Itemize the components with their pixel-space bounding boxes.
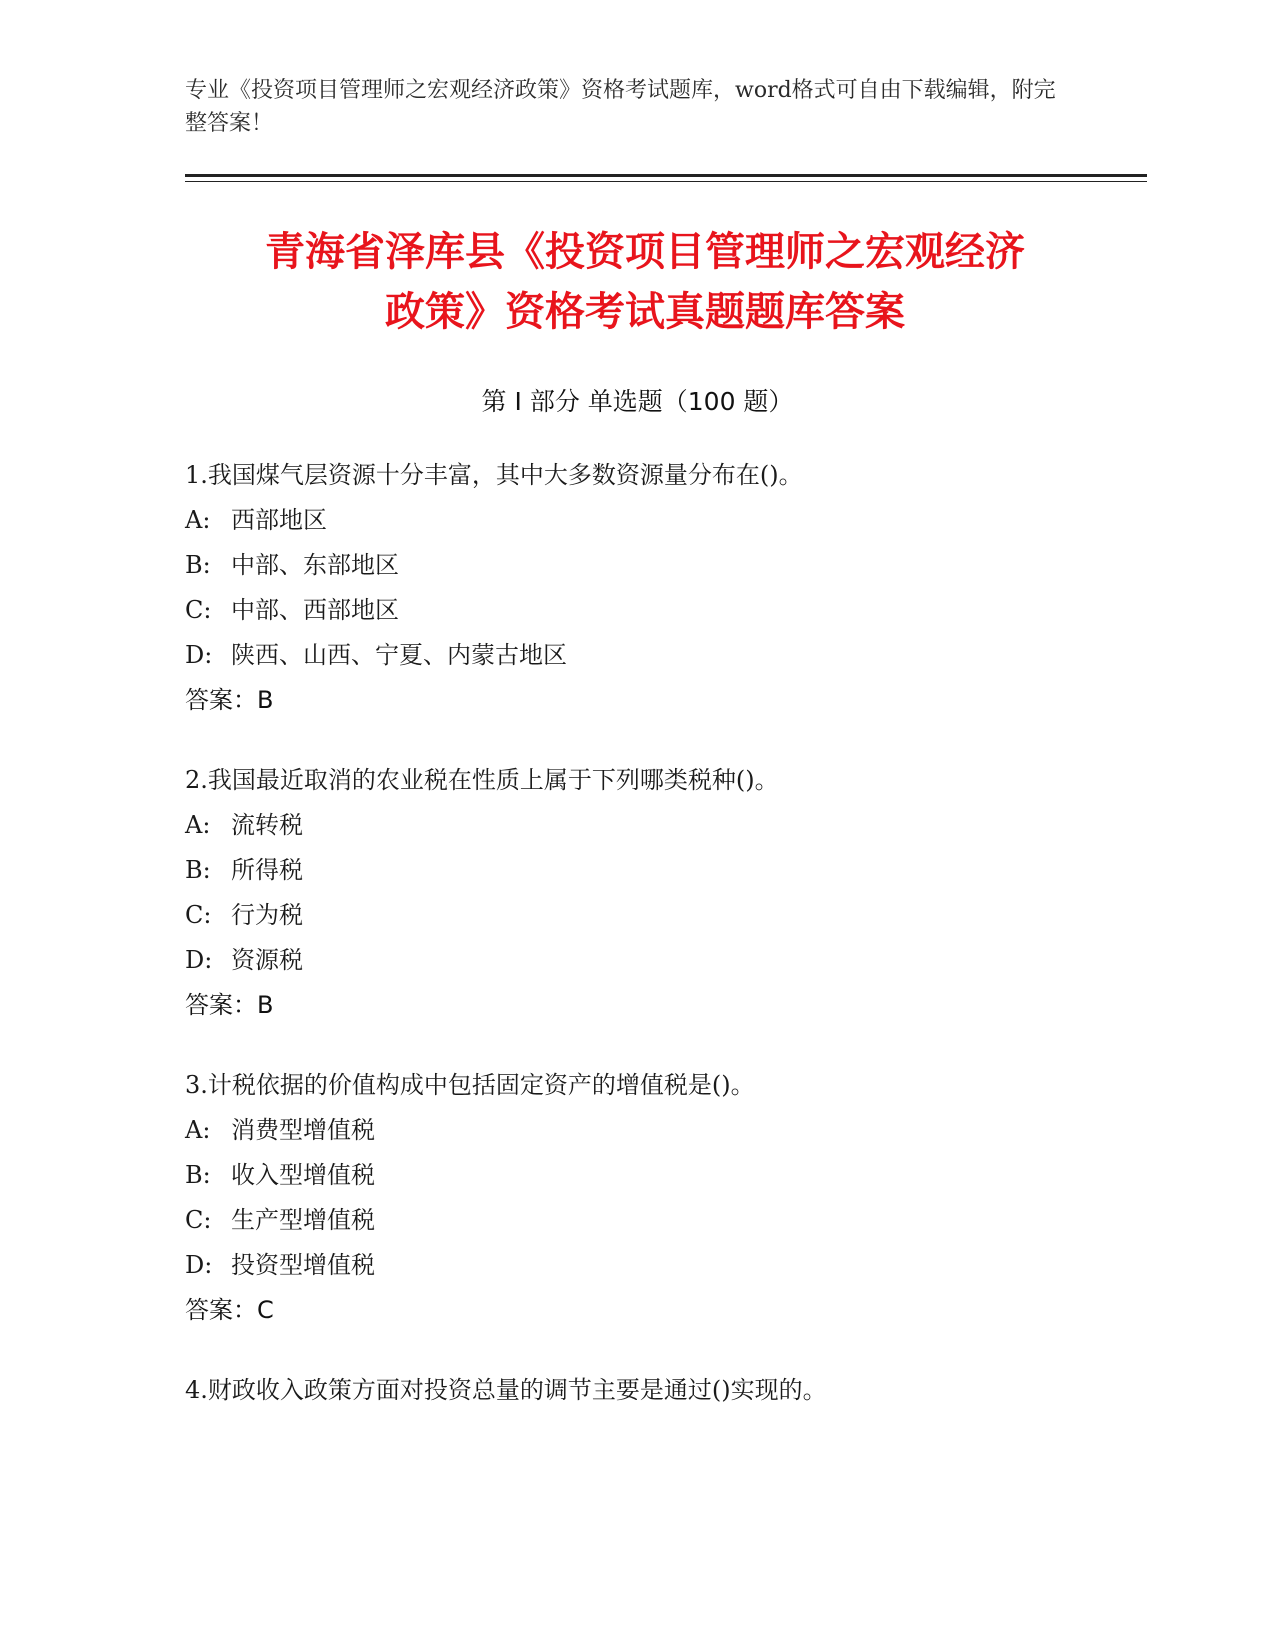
- option-text: 消费型增值税: [231, 1116, 375, 1144]
- option-b: [185, 543, 1145, 588]
- option-key: D:: [185, 641, 213, 669]
- document-title-line-1: 青海省泽库县《投资项目管理师之宏观经济: [265, 229, 1025, 275]
- header-rule-thin: [185, 181, 1147, 182]
- option-text: 投资型增值税: [231, 1251, 375, 1279]
- option-text: 行为税: [231, 901, 303, 929]
- option-key: A:: [185, 811, 211, 839]
- header-rule-thick: [185, 174, 1147, 177]
- option-key: A:: [185, 506, 211, 534]
- option-key: C:: [185, 596, 212, 624]
- answer: 答案：B: [185, 991, 274, 1019]
- option-key: B:: [185, 856, 211, 884]
- header-note: 专业《投资项目管理师之宏观经济政策》资格考试题库，word格式可自由下载编辑，附完整答案！: [185, 78, 1056, 136]
- option-text: 所得税: [231, 856, 303, 884]
- option-key: C:: [185, 901, 212, 929]
- question-stem: 3.计税依据的价值构成中包括固定资产的增值税是()。: [185, 1071, 755, 1099]
- option-key: D:: [185, 1251, 213, 1279]
- option-text: 中部、西部地区: [231, 596, 399, 624]
- option-text: 流转税: [231, 811, 303, 839]
- option-d: [185, 633, 1145, 678]
- option-a: [185, 1108, 1145, 1153]
- option-key: D:: [185, 946, 213, 974]
- question-stem: 2.我国最近取消的农业税在性质上属于下列哪类税种()。: [185, 766, 779, 794]
- option-text: 陕西、山西、宁夏、内蒙古地区: [231, 641, 567, 669]
- option-text: 中部、东部地区: [231, 551, 399, 579]
- document-title: [150, 222, 1140, 342]
- question-3: [185, 1063, 1145, 1333]
- option-key: A:: [185, 1116, 211, 1144]
- section-title: 第 I 部分 单选题（100 题）: [481, 387, 794, 416]
- option-text: 收入型增值税: [231, 1161, 375, 1189]
- option-text: 西部地区: [231, 506, 327, 534]
- option-d: [185, 1243, 1145, 1288]
- option-key: B:: [185, 1161, 211, 1189]
- question-stem: 1.我国煤气层资源十分丰富，其中大多数资源量分布在()。: [185, 461, 803, 489]
- option-key: C:: [185, 1206, 212, 1234]
- option-text: 生产型增值税: [231, 1206, 375, 1234]
- option-key: B:: [185, 551, 211, 579]
- option-b: [185, 848, 1145, 893]
- option-b: [185, 1153, 1145, 1198]
- question-1: [185, 453, 1145, 723]
- question-stem: 4.财政收入政策方面对投资总量的调节主要是通过()实现的。: [185, 1376, 827, 1404]
- option-text: 资源税: [231, 946, 303, 974]
- answer: 答案：B: [185, 686, 274, 714]
- question-4: [185, 1368, 1145, 1413]
- question-2: [185, 758, 1145, 1028]
- option-c: [185, 1198, 1145, 1243]
- option-c: [185, 588, 1145, 633]
- option-d: [185, 938, 1145, 983]
- answer: 答案：C: [185, 1296, 274, 1324]
- document-title-line-2: 政策》资格考试真题题库答案: [385, 289, 905, 335]
- option-c: [185, 893, 1145, 938]
- option-a: [185, 498, 1145, 543]
- option-a: [185, 803, 1145, 848]
